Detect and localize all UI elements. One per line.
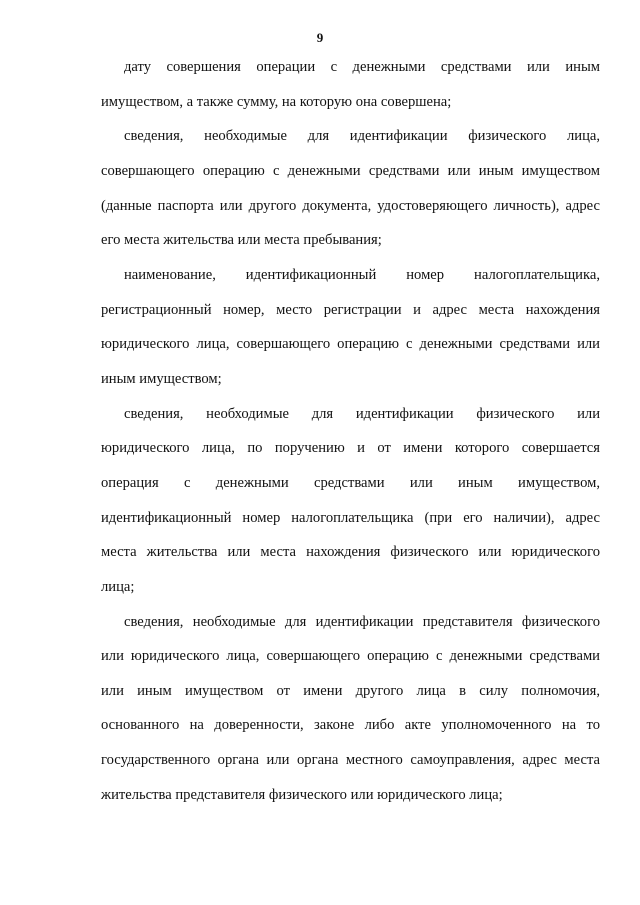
paragraph-individual-info [101, 119, 600, 258]
text-line: имуществом, а также сумму, на которую она совершена; [101, 93, 452, 110]
text-line: сведения, необходимые для идентификации представителя физического [124, 613, 600, 630]
text-line: жительства представителя физического или юридического лица; [101, 786, 503, 803]
text-line: юридического лица, по поручению и от имени которого совершается [101, 440, 600, 457]
page-number: 9 [316, 30, 324, 45]
text-line: операция с денежными средствами или иным имуществом, [101, 474, 600, 491]
text-line: юридического лица, совершающего операцию с денежными средствами или [101, 336, 600, 353]
text-line: его места жительства или места пребывания; [101, 232, 382, 249]
text-line: иным имуществом; [101, 370, 222, 387]
text-line: или юридического лица, совершающего операцию с денежными средствами [101, 648, 600, 665]
text-line: (данные паспорта или другого документа, удостоверяющего личность), адрес [101, 197, 600, 214]
paragraph-date-amount [101, 50, 600, 119]
text-line: места жительства или места нахождения физического или юридического [101, 544, 600, 561]
text-line: регистрационный номер, место регистрации и адрес места нахождения [101, 301, 600, 318]
paragraph-legal-entity-info [101, 258, 600, 397]
paragraph-representative-info [101, 605, 600, 813]
text-line: основанного на доверенности, законе либо акте уполномоченного на то [101, 717, 600, 734]
text-line: дату совершения операции с денежными средствами или иным [124, 59, 600, 75]
text-line: идентификационный номер налогоплательщика (при его наличии), адрес [101, 509, 600, 526]
text-line: сведения, необходимые для идентификации физического лица, [124, 128, 600, 145]
text-line: государственного органа или органа местного самоуправления, адрес места [101, 752, 600, 769]
paragraph-principal-info [101, 397, 600, 605]
text-line: или иным имуществом от имени другого лица в силу полномочия, [101, 682, 600, 699]
document-body [101, 50, 600, 812]
text-line: совершающего операцию с денежными средствами или иным имуществом [101, 162, 600, 179]
text-line: наименование, идентификационный номер налогоплательщика, [124, 266, 600, 283]
text-line: сведения, необходимые для идентификации физического или [124, 405, 600, 422]
text-line: лица; [101, 578, 135, 595]
